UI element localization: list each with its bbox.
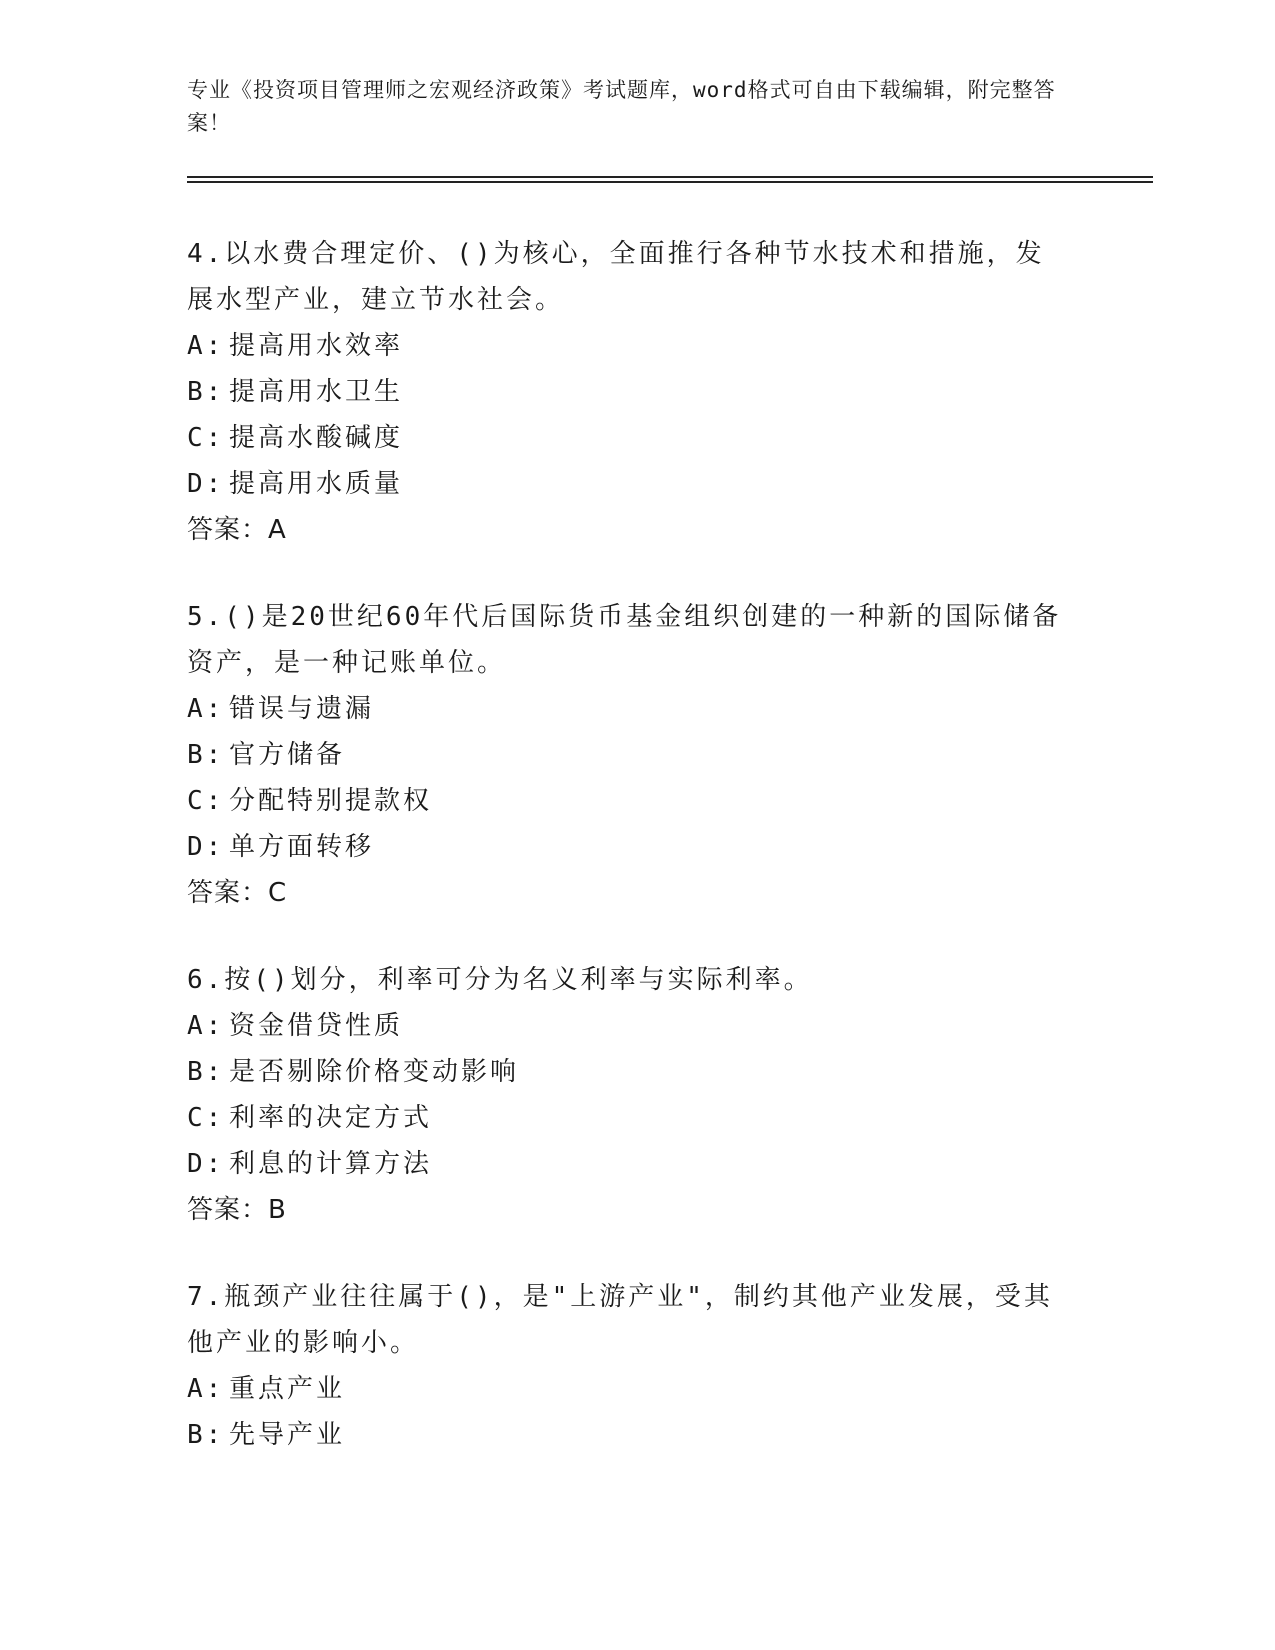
option-b	[187, 369, 1067, 415]
option-letter: B:	[187, 740, 225, 770]
option-letter: D:	[187, 832, 225, 862]
option-text: 重点产业	[229, 1374, 346, 1404]
option-text: 提高用水效率	[229, 331, 404, 361]
option-letter: A:	[187, 694, 225, 724]
option-letter: B:	[187, 1420, 225, 1450]
option-d	[187, 461, 1067, 507]
option-letter: B:	[187, 377, 225, 407]
option-text: 官方储备	[229, 740, 346, 770]
question-stem: 4.以水费合理定价、()为核心，全面推行各种节水技术和措施，发展水型产业，建立节水社会。	[187, 239, 1045, 315]
question-stem: 6.按()划分，利率可分为名义利率与实际利率。	[187, 965, 813, 995]
option-c	[187, 778, 1067, 824]
option-letter: A:	[187, 1011, 225, 1041]
option-d	[187, 1141, 1067, 1187]
option-a	[187, 323, 1067, 369]
option-text: 提高用水卫生	[229, 377, 404, 407]
option-a	[187, 686, 1067, 732]
option-text: 提高用水质量	[229, 469, 404, 499]
option-text: 提高水酸碱度	[229, 423, 404, 453]
question-6	[187, 957, 1067, 1233]
option-letter: A:	[187, 331, 225, 361]
option-text: 利率的决定方式	[229, 1103, 433, 1133]
question-5	[187, 594, 1067, 916]
option-text: 分配特别提款权	[229, 786, 433, 816]
question-4	[187, 231, 1067, 553]
option-letter: D:	[187, 469, 225, 499]
option-letter: B:	[187, 1057, 225, 1087]
option-text: 先导产业	[229, 1420, 346, 1450]
answer-line: 答案：C	[187, 878, 288, 908]
option-letter: A:	[187, 1374, 225, 1404]
question-7	[187, 1274, 1067, 1458]
option-b	[187, 732, 1067, 778]
option-letter: C:	[187, 786, 225, 816]
option-text: 错误与遗漏	[229, 694, 375, 724]
question-stem: 7.瓶颈产业往往属于()，是"上游产业"，制约其他产业发展，受其他产业的影响小。	[187, 1282, 1053, 1358]
option-d	[187, 824, 1067, 870]
option-c	[187, 415, 1067, 461]
option-letter: D:	[187, 1149, 225, 1179]
header-divider-bottom	[187, 181, 1153, 183]
option-a	[187, 1003, 1067, 1049]
header-divider-top	[187, 176, 1153, 178]
option-b	[187, 1412, 1067, 1458]
option-c	[187, 1095, 1067, 1141]
option-letter: C:	[187, 423, 225, 453]
option-letter: C:	[187, 1103, 225, 1133]
option-text: 是否剔除价格变动影响	[229, 1057, 520, 1087]
answer-line: 答案：B	[187, 1195, 287, 1225]
document-intro: 专业《投资项目管理师之宏观经济政策》考试题库，word格式可自由下载编辑，附完整答案！	[187, 78, 1056, 135]
question-stem: 5.()是20世纪60年代后国际货币基金组织创建的一种新的国际储备资产，是一种记账单位。	[187, 602, 1062, 678]
option-text: 利息的计算方法	[229, 1149, 433, 1179]
option-text: 资金借贷性质	[229, 1011, 404, 1041]
answer-line: 答案：A	[187, 515, 287, 545]
option-a	[187, 1366, 1067, 1412]
option-b	[187, 1049, 1067, 1095]
option-text: 单方面转移	[229, 832, 375, 862]
